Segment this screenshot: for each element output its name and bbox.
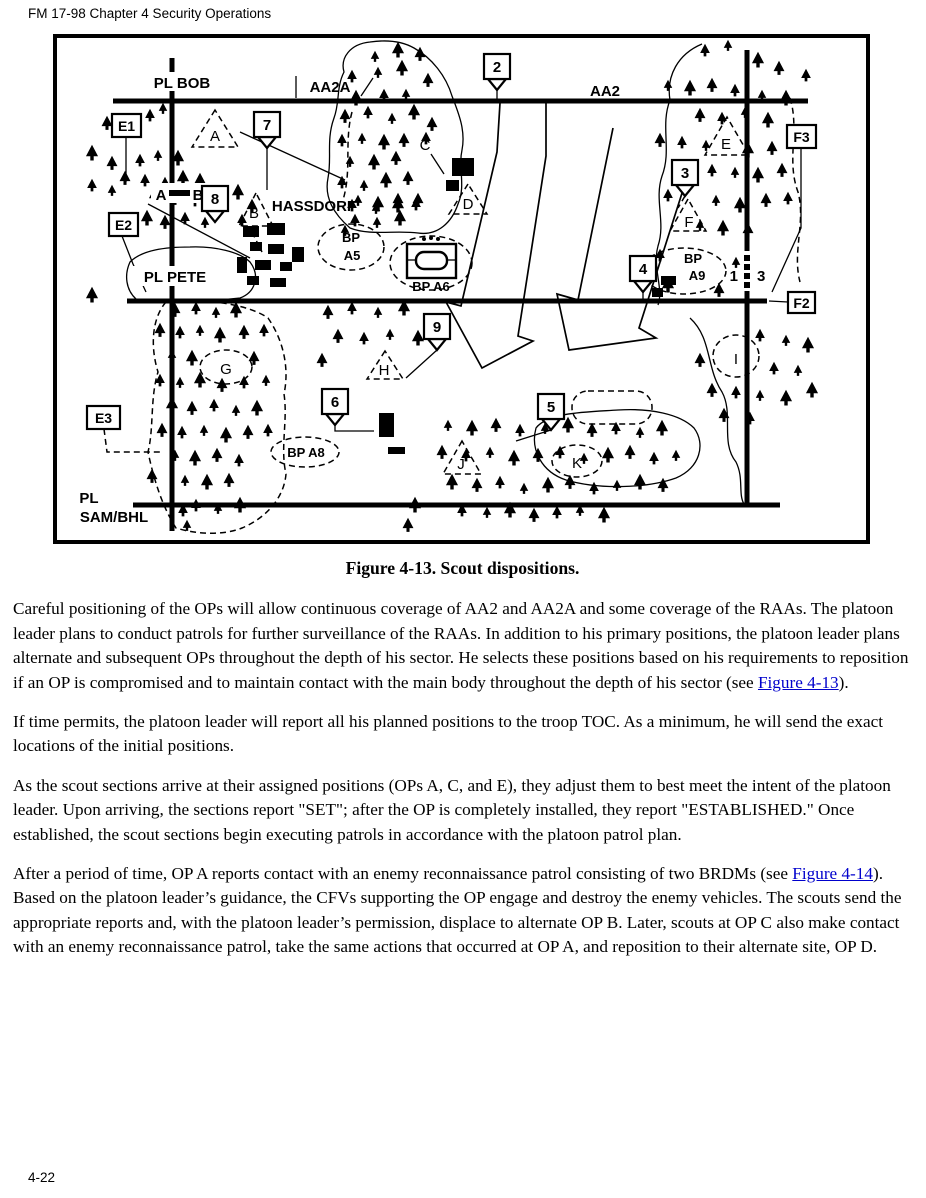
label-pl-sam-2: SAM/BHL xyxy=(79,509,149,526)
page-header: FM 17-98 Chapter 4 Security Operations xyxy=(28,6,272,21)
label-f3: F3 xyxy=(793,129,810,145)
figure-4-13-map xyxy=(52,33,872,545)
svg-text:6: 6 xyxy=(330,394,340,411)
label-f2: F2 xyxy=(793,295,810,311)
paragraph-1 xyxy=(13,597,912,695)
svg-text:4: 4 xyxy=(638,261,648,278)
label-pl-bob: PL BOB xyxy=(153,75,211,92)
label-pl-pete: PL PETE xyxy=(143,269,207,286)
svg-text:5: 5 xyxy=(546,399,556,416)
body-text xyxy=(13,556,912,975)
label-e3: E3 xyxy=(94,410,113,426)
op-d: D xyxy=(462,196,474,213)
label-e1: E1 xyxy=(117,118,136,134)
paragraph-text: Careful positioning of the OPs will allow continuous coverage of AA2 and AA2A and some coverage of the RAAs. The platoon leader plans to conduct patrols for further surveillance of the RAAs. In addition to his primary positions, the platoon leader plans alternate and subsequent OPs throughout the depth of his sector. He selects these positions based on his requirements to reposition if an OP is compromised and to maintain contact with the main body throughout the depth of his sector (see xyxy=(13,599,909,692)
svg-text:2: 2 xyxy=(492,59,502,76)
svg-text:A: A xyxy=(155,187,167,204)
paragraph-4 xyxy=(13,862,912,960)
label-bp-a5-1: BP xyxy=(341,230,361,245)
svg-text:3: 3 xyxy=(680,165,690,182)
label-hassdorf: HASSDORF xyxy=(271,198,357,215)
op-i: I xyxy=(733,351,739,368)
paragraph-2: If time permits, the platoon leader will report all his planned positions to the troop TOC. As a minimum, he will send the exact locations of the initial positions. xyxy=(13,712,884,756)
paragraph-text: ). xyxy=(838,672,849,692)
label-bp-a5-2: A5 xyxy=(343,248,361,263)
op-c: C xyxy=(419,137,431,154)
svg-text:8: 8 xyxy=(210,191,220,208)
paragraph-text: After a period of time, OP A reports contact with an enemy reconnaissance patrol consisting of two BRDMs (see xyxy=(13,864,793,884)
label-bp-a9-1: BP xyxy=(683,251,703,266)
svg-text:1: 1 xyxy=(729,268,738,285)
label-pl-sam-1: PL xyxy=(79,490,99,507)
figure-caption: Figure 4-13. Scout dispositions. xyxy=(345,558,580,578)
label-bp-a8: BP A8 xyxy=(287,445,325,460)
scout-dispositions-map xyxy=(52,33,872,545)
label-e2: E2 xyxy=(114,217,133,233)
op-a: A xyxy=(209,128,221,145)
figure-4-14-link[interactable]: Figure 4-14 xyxy=(792,864,873,884)
svg-text:7: 7 xyxy=(262,117,272,134)
op-e: E xyxy=(720,136,732,153)
label-aa2: AA2 xyxy=(589,83,621,100)
op-f: F xyxy=(684,214,694,231)
paragraph-3: As the scout sections arrive at their assigned positions (OPs A, C, and E), they adjust them to best meet the intent of the platoon leader. Upon arriving, the sections report "SET"; after the OP is completely installed, they report "ESTABLISHED." Once established, the scout sections begin executing patrols in accordance with the platoon patrol plan. xyxy=(13,775,891,844)
paragraph-text: ). Based on the platoon leader’s guidance, the CFVs supporting the OP engage and destroy the enemy vehicles. The scouts send the appropriate reports and, with the platoon leader’s permission, displace to alternate OP B. Later, scouts at OP C also make contact with an enemy reconnaissance patrol, take the same actions that occurred at OP A, and reposition to their alternate site, OP D. xyxy=(13,864,902,957)
op-g: G xyxy=(220,361,232,378)
svg-text:3: 3 xyxy=(757,268,766,285)
op-k: K xyxy=(571,455,583,472)
page-number: 4-22 xyxy=(28,1170,56,1185)
figure-4-13-link[interactable]: Figure 4-13 xyxy=(757,672,839,692)
label-bp-a6: BP A6 xyxy=(412,279,450,294)
label-bp-a9-2: A9 xyxy=(688,268,706,283)
svg-text:B: B xyxy=(192,187,204,204)
op-h: H xyxy=(378,362,390,379)
op-j: J xyxy=(457,456,465,473)
op-b: B xyxy=(248,205,260,222)
svg-text:9: 9 xyxy=(432,319,442,336)
label-aa2a: AA2A xyxy=(309,79,351,96)
